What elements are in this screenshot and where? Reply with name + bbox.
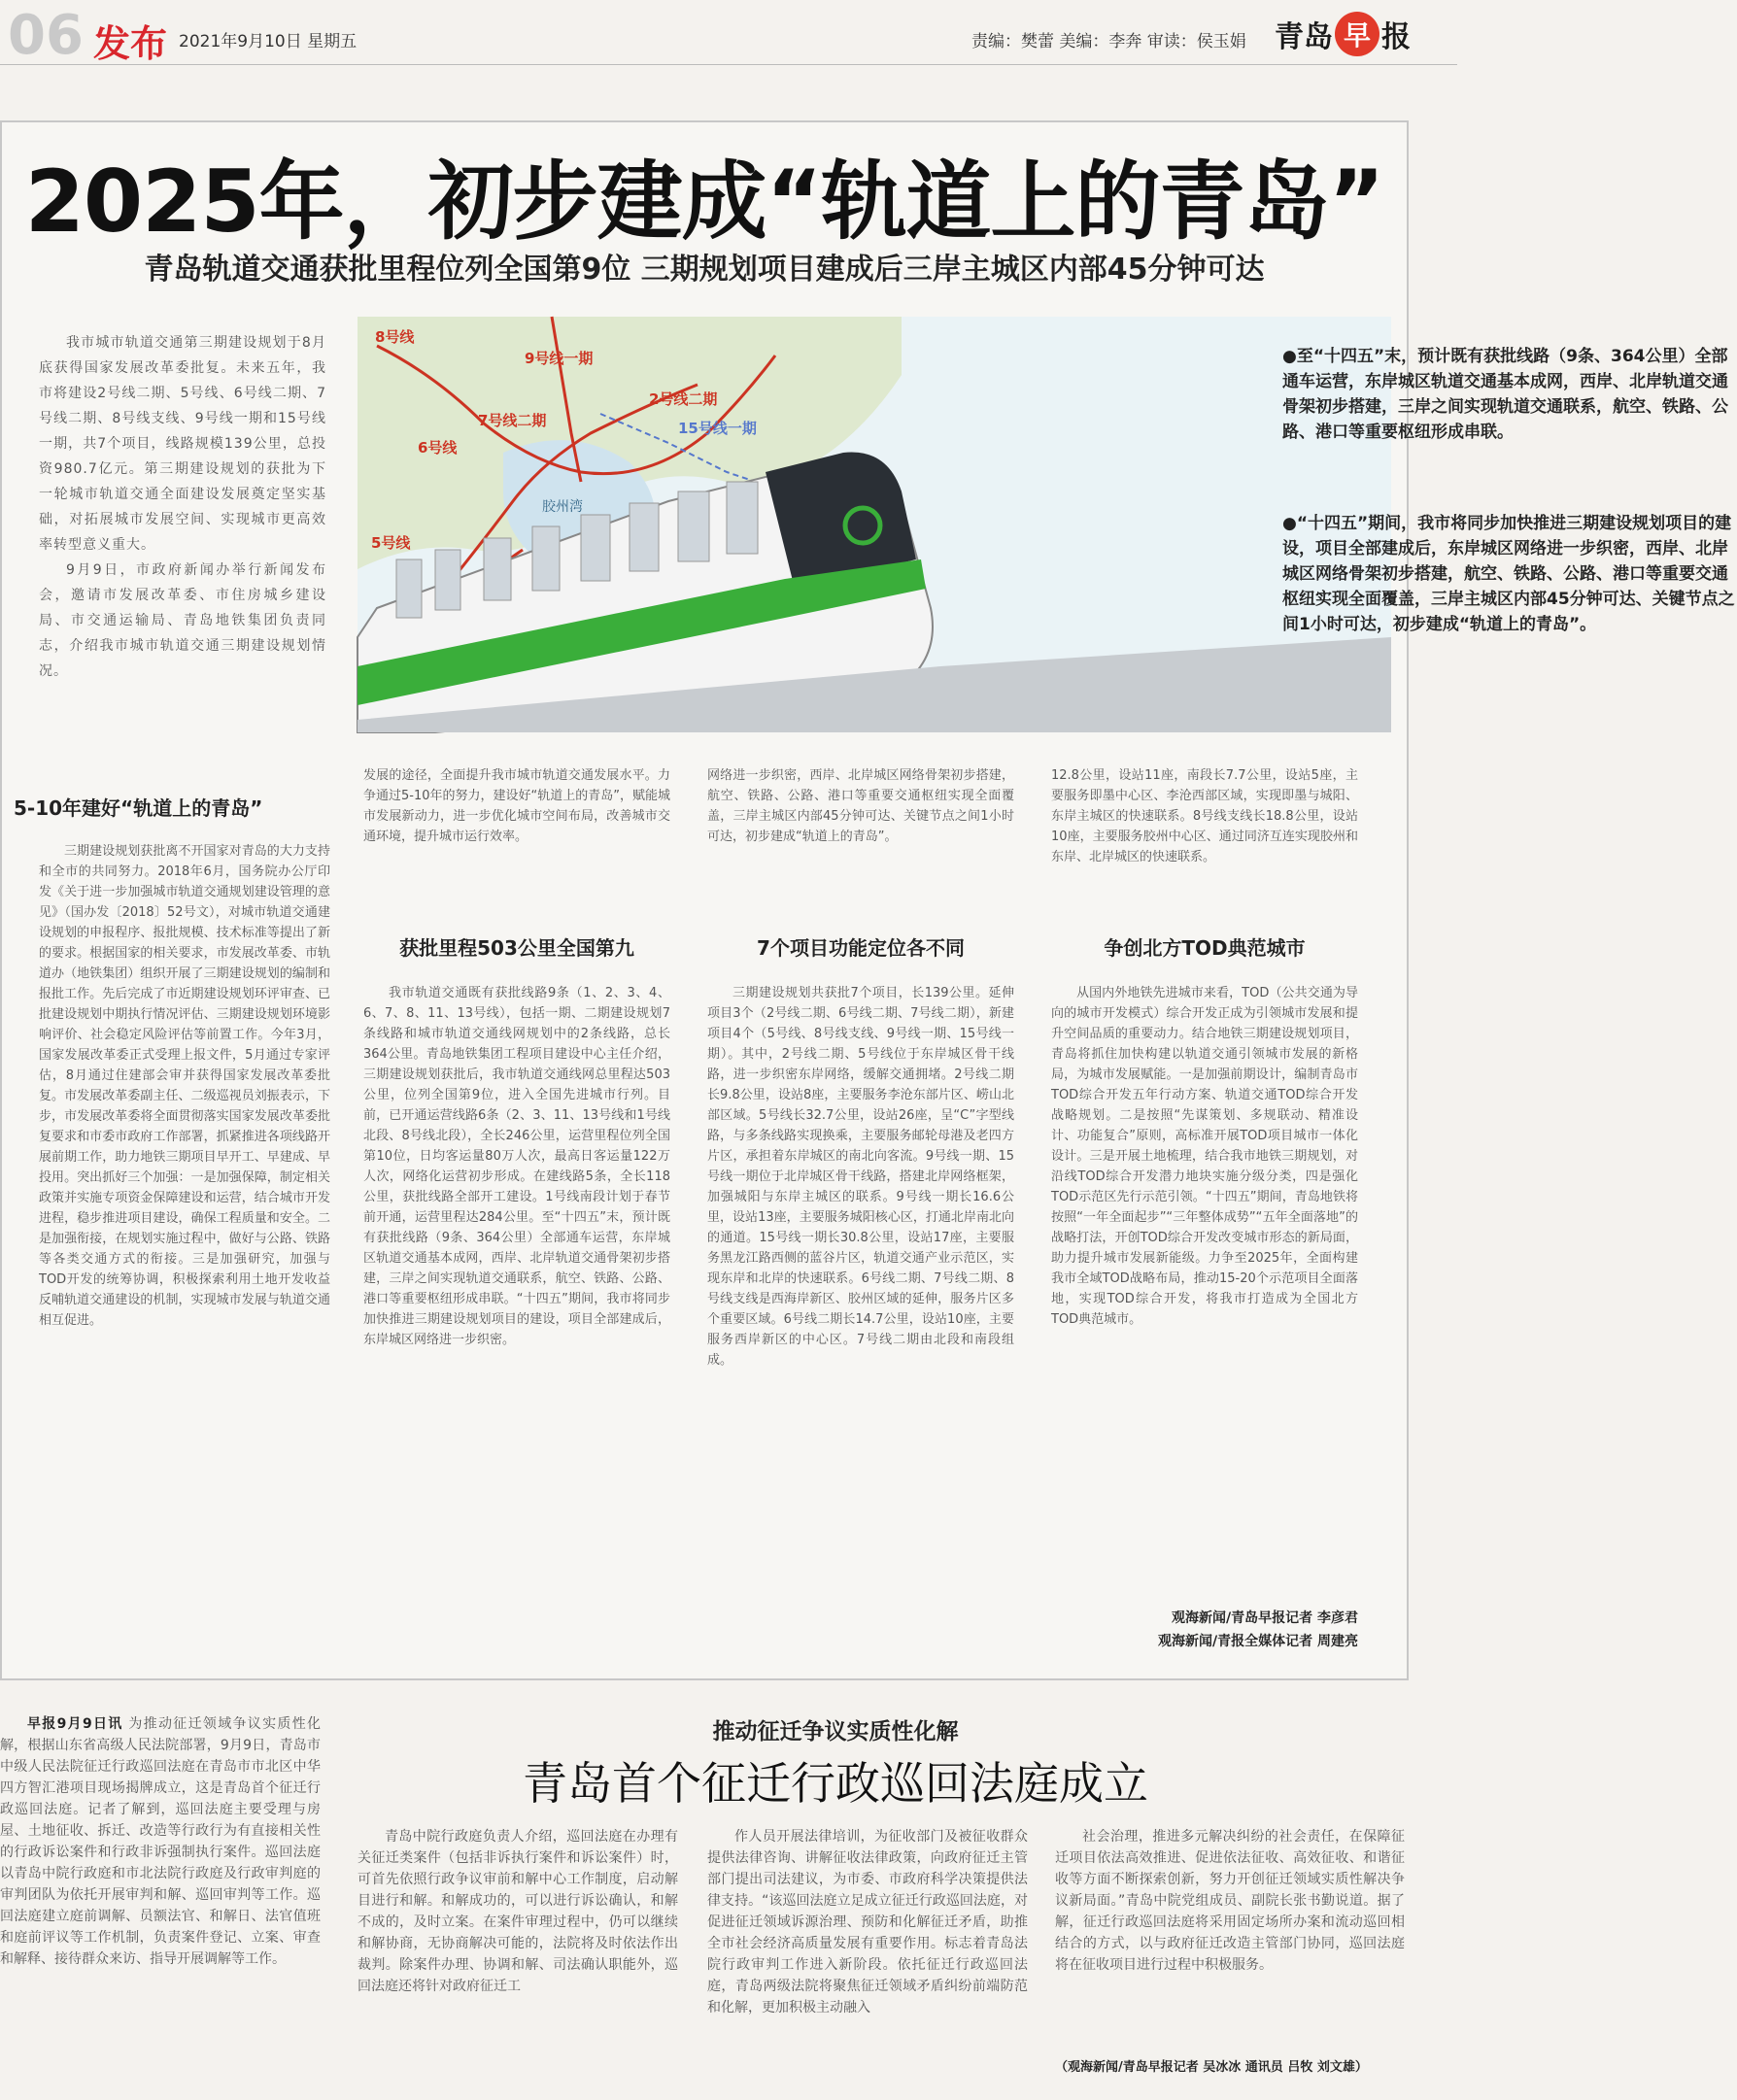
bottom-kicker: 推动征迁争议实质性化解: [712, 1719, 959, 1744]
col3-heading: 7个项目功能定位各不同: [757, 936, 965, 960]
map-label: 7号线二期: [478, 412, 547, 429]
col2-body: 我市轨道交通既有获批线路9条（1、2、3、4、6、7、8、11、13号线），包括一期、二期建设规划7条线路和城市轨道交通线网规划中的2条线路，总长364公里。青岛地铁集团工程项目建设中心主任介绍，三期建设规划获批后，我市轨道交通线网总里程达503公里，位列全国第9位，进入全国先进城市行列。目前，已开通运营线路6条（2、3、11、13号线和1号线北段、8号线北段），全长246公里，运营里程位列全国第10位，日均客运量80万人次，最高日客运量122万人次，网络化运营初步形成。在建线路5条，全长118公里，获批线路全部开工建设。1号线南段计划于春节前开通，运营里程达284公里。至“十四五”末，预计既有获批线路（9条、364公里）全部通车运营，东岸城区轨道交通基本成网，西岸、北岸轨道交通骨架初步搭建，三岸之间实现轨道交通联系，航空、铁路、公路、港口等重要枢纽形成串联。“十四五”期间，我市将同步加快推进三期建设规划项目的建设，项目全部建成后，东岸城区网络进一步织密。: [363, 986, 670, 1347]
article-headline: 2025年，初步建成“轨道上的青岛”: [24, 152, 1384, 252]
page-number: 06: [8, 4, 84, 67]
section-name: 发布: [93, 22, 168, 65]
bottom-side-text: 早报9月9日讯 为推动征迁领域争议实质性化解，根据山东省高级人民法院部署，9月9日，青岛市中级人民法院征迁行政巡回法庭在青岛市市北区中华四方智汇港项目现场揭牌成立，这是青岛首个征迁行政巡回法庭。记者了解到，巡回法庭主要受理与房屋、土地征收、拆迁、改造等行政行为有直接相关性的行政诉讼案件和行政非诉强制执行案件。巡回法庭以青岛中院行政庭和市北法院行政庭及行政审判庭的审判团队为依托开展审判和解、巡回审判等工作。巡回法庭建立庭前调解、员额法官、和解日、法官值班和庭前评议等工作机制，负责案件登记、立案、审查和解释、接待群众来访、指导开展调解等工作。: [0, 1716, 322, 1967]
header-rule: [0, 64, 1457, 65]
map-label: 5号线: [371, 534, 411, 552]
col1-body: 三期建设规划获批离不开国家对青岛的大力支持和全市的共同努力。2018年6月，国务院办公厅印发《关于进一步加强城市轨道交通规划建设管理的意见》（国办发〔2018〕52号文），对城市轨道交通建设规划的申报程序、报批规模、技术标准等提出了新的要求。根据国家的相关要求，市发展改革委、市轨道办（地铁集团）组织开展了三期建设规划的编制和报批工作。先后完成了市近期建设规划环评审查、已批建设规划中期执行情况评估、三期建设规划环境影响评价、社会稳定风险评估等前置工作。今年3月，国家发展改革委正式受理上报文件，5月通过专家评估，8月通过住建部会审并获得国家发展改革委批复。市发展改革委副主任、二级巡视员刘振表示，下步，市发展改革委将全面贯彻落实国家发展改革委批复要求和市委市政府工作部署，抓紧推进各项线路开展前期工作，助力地铁三期项目早开工、早建成、早投用。突出抓好三个加强：一是加强保障，制定相关政策并实施专项资金保障建设和运营，结合城市开发进程，稳步推进项目建设，确保工程质量和安全。二是加强衔接，在规划实施过程中，做好与公路、铁路等各类交通方式的衔接。三是加强研究，加强与TOD开发的统筹协调，积极探索利用土地开发收益反哺轨道交通建设的机制，实现城市发展与轨道交通相互促进。: [39, 844, 330, 1328]
page-date: 2021年9月10日 星期五: [179, 32, 358, 51]
graphic-caption-1: ●至“十四五”末，预计既有获批线路（9条、364公里）全部通车运营，东岸城区轨道交通基本成网，西岸、北岸轨道交通骨架初步搭建，三岸之间实现轨道交通联系，航空、铁路、公路、港口等重要枢纽形成串联。: [1282, 347, 1728, 442]
col3-body-top: 网络进一步织密，西岸、北岸城区网络骨架初步搭建，航空、铁路、公路、港口等重要交通枢纽实现全面覆盖，三岸主城区内部45分钟可达、关键节点之间1小时可达，初步建成“轨道上的青岛”。: [707, 768, 1014, 844]
staff-credits: 责编：樊蕾 美编：李奔 审读：侯玉娟: [971, 32, 1246, 51]
map-label: 2号线二期: [649, 390, 718, 408]
map-label: 9号线一期: [525, 350, 594, 367]
article-byline: 观海新闻/青岛早报记者 李彦君 观海新闻/青报全媒体记者 周建亮: [1158, 1610, 1358, 1649]
col4-body-top: 12.8公里，设站11座，南段长7.7公里，设站5座，主要服务即墨中心区、李沧西部区域，实现即墨与城阳、东岸主城区的快速联系。8号线支线长18.8公里，设站10座，主要服务胶州中心区、通过同济互连实现胶州和东岸、北岸城区的快速联系。: [1051, 768, 1358, 864]
intro-text: 我市城市轨道交通第三期建设规划于8月底获得国家发展改革委批复。未来五年，我市将建设2号线二期、5号线、6号线二期、7号线二期、8号线支线、9号线一期和15号线一期，共7个项目，线路规模139公里，总投资980.7亿元。第三期建设规划的获批为下一轮城市轨道交通全面建设发展奠定坚实基础，对拓展城市发展空间、实现城市更高效率转型意义重大。 9月9日，市政府新闻办举行新闻发布会，邀请市发展改革委、市住房城乡建设局、市交通运输局、青岛地铁集团负责同志，介绍我市城市轨道交通三期建设规划情况。: [39, 335, 326, 679]
bottom-col1: 青岛中院行政庭负责人介绍，巡回法庭在办理有关征迁类案件（包括非诉执行案件和诉讼案件）时，可首先依照行政争议审前和解中心工作制度，启动解目进行和解。和解成功的，可以进行诉讼确认，和解不成的，及时立案。在案件审理过程中，仍可以继续和解协商，无协商解决可能的，法院将及时依法作出裁判。除案件办理、协调和解、司法确认职能外，巡回法庭还将针对政府征迁工: [358, 1829, 678, 1994]
col2-heading: 获批里程503公里全国第九: [399, 936, 634, 960]
graphic-caption-2: ●“十四五”期间，我市将同步加快推进三期建设规划项目的建设，项目全部建成后，东岸城区网络进一步织密，西岸、北岸城区网络骨架初步搭建，航空、铁路、公路、港口等重要交通枢纽实现全面覆盖，三岸主城区内部45分钟可达、关键节点之间1小时可达，初步建成“轨道上的青岛”。: [1282, 514, 1735, 634]
bottom-credit: （观海新闻/青岛早报记者 吴冰冰 通讯员 吕牧 刘文雄）: [1055, 2060, 1368, 2075]
map-label: 6号线: [418, 439, 458, 457]
page-header: [0, 0, 1457, 70]
metro-graphic: [358, 317, 1735, 732]
col3-body: 三期建设规划共获批7个项目，长139公里。延伸项目3个（2号线二期、6号线二期、7号线二期），新建项目4个（5号线、8号线支线、9号线一期、15号线一期）。其中，2号线二期、5号线位于东岸城区骨干线路，进一步织密东岸网络，缓解交通拥堵。2号线二期长9.8公里，设站8座，主要服务李沧东部片区、崂山北部区域。5号线长32.7公里，设站26座，呈“C”字型线路，与多条线路实现换乘，主要服务邮轮母港及老四方片区，承担着东岸城区的南北向客流。9号线一期、15号线一期位于北岸城区骨干线路，搭建北岸网络框架，加强城阳与东岸主城区的联系。9号线一期长16.6公里，设站13座，主要服务城阳核心区，打通北岸南北向的通道。15号线一期长30.8公里，设站17座，主要服务黑龙江路西侧的蓝谷片区，轨道交通产业示范区，实现东岸和北岸的快速联系。6号线二期、7号线二期、8号线支线是西海岸新区、胶州区域的延伸，服务片区多个重要区域。6号线二期长14.7公里，设站10座，主要服务西岸新区的中心区。7号线二期由北段和南段组成。: [707, 986, 1014, 1368]
metro-map-illustration: [358, 317, 1391, 732]
newspaper-logo: 青岛 早 报: [1275, 12, 1411, 56]
map-label: 胶州湾: [542, 499, 583, 515]
article-subheadline: 青岛轨道交通获批里程位列全国第9位 三期规划项目建成后三岸主城区内部45分钟可达: [144, 253, 1265, 287]
bottom-col3: 社会治理，推进多元解决纠纷的社会责任，在保障征迁项目依法高效推进、促进依法征收、高效征收、和谐征收等方面不断探索创新，努力开创征迁领域实质性解决争议新局面。”青岛中院党组成员、副院长张书勤说道。据了解，征迁行政巡回法庭将采用固定场所办案和流动巡回相结合的方式，以与政府征迁改造主管部门协同，巡回法庭将在征收项目进行过程中积极服务。: [1055, 1829, 1405, 1973]
bottom-headline: 青岛首个征迁行政巡回法庭成立: [523, 1757, 1148, 1810]
bottom-col2: 作人员开展法律培训，为征收部门及被征收群众提供法律咨询、讲解征收法律政策，向政府征迁主管部门提出司法建议，为市委、市政府科学决策提供法律支持。“该巡回法庭立足成立征迁行政巡回法庭，对促进征迁领域诉源治理、预防和化解征迁矛盾，助推全市社会经济高质量发展有重要作用。标志着青岛法院行政审判工作进入新阶段。依托征迁行政巡回法庭，青岛两级法院将聚焦征迁领域矛盾纠纷前端防范和化解，更加积极主动融入: [707, 1829, 1028, 2015]
col4-heading: 争创北方TOD典范城市: [1104, 936, 1306, 960]
map-label: 8号线: [375, 328, 415, 346]
col1-heading: 5-10年建好“轨道上的青岛”: [14, 796, 263, 820]
map-label: 15号线一期: [678, 420, 757, 437]
col4-body: 从国内外地铁先进城市来看，TOD（公共交通为导向的城市开发模式）综合开发正成为引领城市发展和提升空间品质的重要动力。结合地铁三期建设规划项目，青岛将抓住加快构建以轨道交通引领城市发展的新格局，为城市发展赋能。一是加强前期设计，编制青岛市TOD综合开发五年行动方案、轨道交通TOD综合开发战略规划。二是按照“先谋策划、多规联动、精准设计、功能复合”原则，高标准开展TOD项目城市一体化设计。三是开展土地梳理，结合我市地铁三期规划，对沿线TOD综合开发潜力地块实施分级分类，四是强化TOD示范区先行示范引领。“十四五”期间，青岛地铁将按照“一年全面起步”“三年整体成势”“五年全面落地”的战略打法，开创TOD综合开发改变城市形态的新局面，助力提升城市发展新能级。力争至2025年，全面构建我市全域TOD战略布局，推动15-20个示范项目全面落地，实现TOD综合开发，将我市打造成为全国北方TOD典范城市。: [1051, 986, 1358, 1327]
col2-body-top: 发展的途径，全面提升我市城市轨道交通发展水平。力争通过5-10年的努力，建设好“轨道上的青岛”，赋能城市发展新动力，进一步优化城市空间布局，改善城市交通环境，提升城市运行效率。: [363, 768, 670, 844]
